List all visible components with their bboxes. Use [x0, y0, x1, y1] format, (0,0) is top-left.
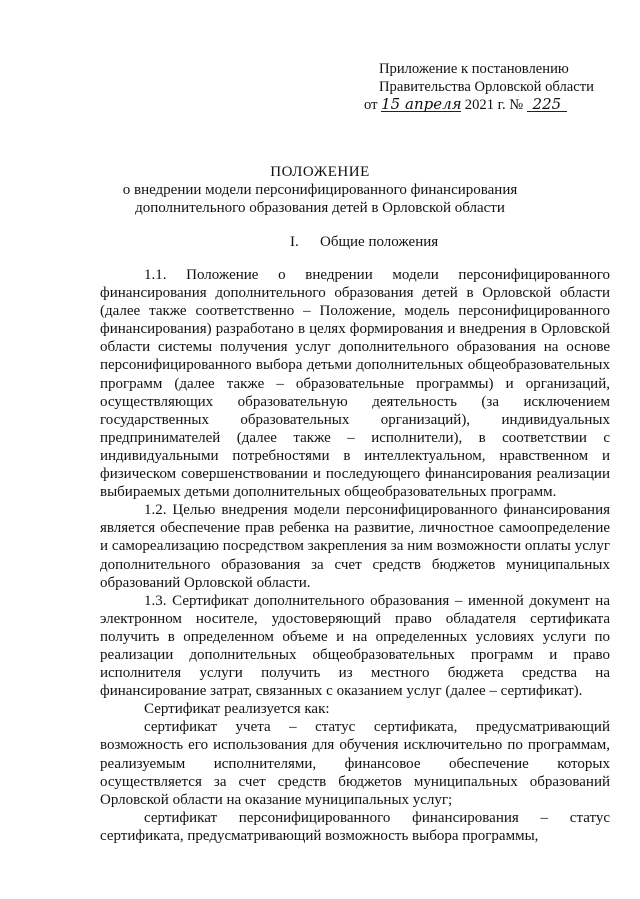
- appendix-from-label: от: [364, 97, 378, 113]
- appendix-line-2: Правительства Орловской области: [379, 79, 594, 95]
- paragraph-1-3: 1.3. Сертификат дополнительного образования – именной документ на электронном носителе, удостоверяющий право обладателя сертификата получить в определенном объеме и на определенных условиях услуги по реализации дополнительных общеобразовательных программ и право исполнителя услуги получить из местного бюджета средства на финансирование затрат, связанных с оказанием услуг (далее – сертификат).: [100, 592, 610, 700]
- paragraph-certificate-accounting: сертификат учета – статус сертификата, предусматривающий возможность его использования для обучения исключительно по программам, реализуемым исполнителями, финансовое обеспечение которых осуществляется за счет средств бюджетов муниципальных образований Орловской области на оказание муниципальных услуг;: [100, 719, 610, 808]
- section-heading: [290, 233, 438, 251]
- paragraph-certificate-intro: Сертификат реализуется как:: [144, 701, 330, 718]
- appendix-year-number: 2021 г. №: [464, 97, 524, 113]
- handwritten-date: 15 апреля: [381, 95, 462, 113]
- handwritten-number: 225: [527, 97, 567, 112]
- appendix-block: [364, 60, 614, 114]
- paragraph-certificate-personified: сертификат персонифицированного финансирования – статус сертификата, предусматривающий возможность выбора программы,: [100, 809, 610, 844]
- document-subtitle-line-1: о внедрении модели персонифицированного финансирования: [122, 182, 518, 198]
- section-number: I.: [290, 234, 299, 250]
- document-subtitle-line-2: дополнительного образования детей в Орловской области: [135, 200, 505, 216]
- paragraph-1-1: 1.1. Положение о внедрении модели персонифицированного финансирования дополнительного образования детей в Орловской области (далее также соответственно – Положение, модель персонифицированного финансирования) разработано в целях формирования и внедрения в Орловской области системы получения услуг дополнительного образования на основе персонифицированного выбора детьми дополнительных общеобразовательных программ (далее также – образовательные программы) и организаций, осуществляющих образовательную деятельность (за исключением государственных образовательных организаций), индивидуальных предпринимателей (далее также – исполнители), в соответствии с индивидуальными потребностями в интеллектуальном, нравственном и физическом совершенствовании и последующего финансирования реализации выбираемых детьми дополнительных общеобразовательных программ.: [100, 267, 610, 501]
- appendix-line-1: Приложение к постановлению: [379, 61, 569, 77]
- document-title: ПОЛОЖЕНИЕ: [270, 164, 370, 180]
- appendix-line-3: [364, 96, 614, 114]
- body-text: [100, 266, 610, 845]
- paragraph-1-2: 1.2. Целью внедрения модели персонифицированного финансирования является обеспечение прав ребенка на развитие, личностное самоопределение и самореализацию посредством закрепления за ним возможности оплаты услуг дополнительного образования за счет средств бюджетов муниципальных образований Орловской области.: [100, 502, 610, 591]
- section-title: Общие положения: [320, 234, 439, 250]
